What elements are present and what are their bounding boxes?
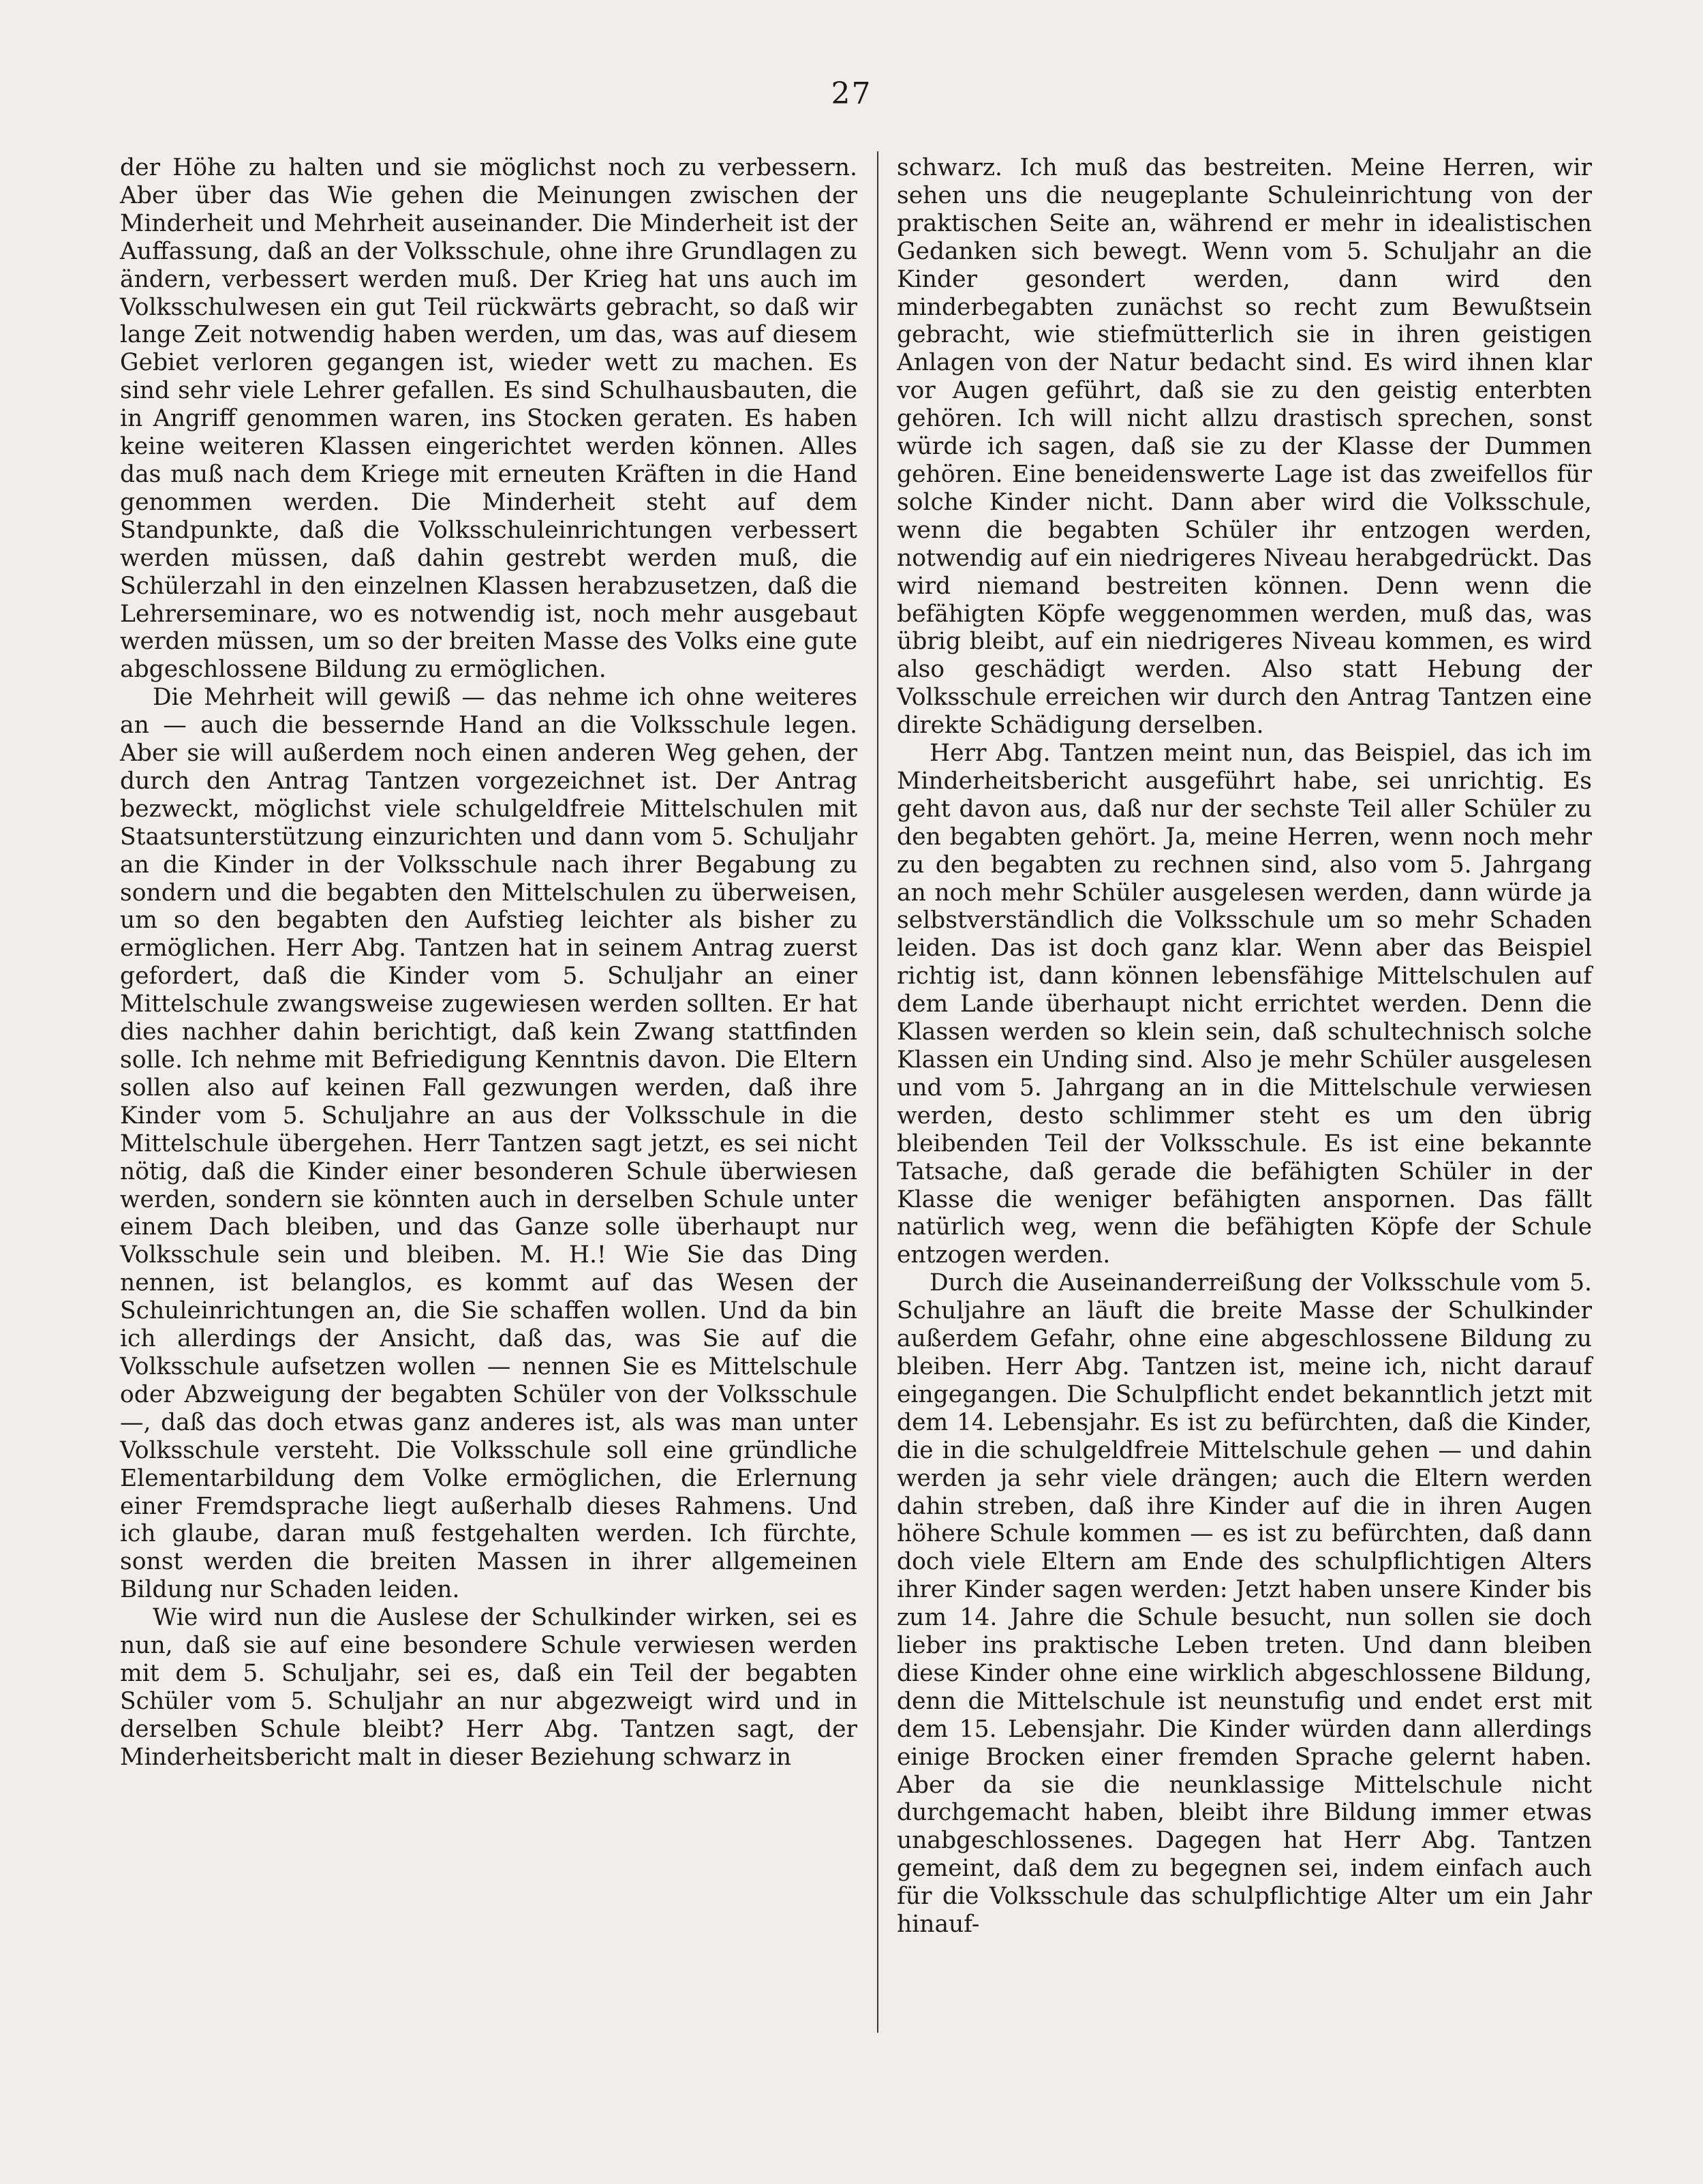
paragraph: Die Mehrheit will gewiß — das nehme ich ohne weiteres an — auch die bessernde Hand an die Volksschule legen. Aber sie will außerdem noch einen anderen Weg gehen, der durch den Antrag Tantzen vorgezeichnet ist. Der Antrag bezweckt, möglichst viele schulgeldfreie Mittelschulen mit Staatsunterstützung einzurichten und dann vom 5. Schuljahr an die Kinder in der Volksschule nach ihrer Begabung zu sondern und die begabten den Mittelschulen zu überweisen, um so den begabten den Aufstieg leichter als bisher zu ermöglichen. Herr Abg. Tantzen hat in seinem Antrag zuerst gefordert, daß die Kinder vom 5. Schuljahr an einer Mittelschule zwangsweise zugewiesen werden sollten. Er hat dies nachher dahin berichtigt, daß kein Zwang stattfinden solle. Ich nehme mit Befriedigung Kenntnis davon. Die Eltern sollen also auf keinen Fall gezwungen werden, daß ihre Kinder vom 5. Schuljahre an aus der Volksschule in die Mittelschule übergehen. Herr Tantzen sagt jetzt, es sei nicht nötig, daß die Kinder einer besonderen Schule überwiesen werden, sondern sie könnten auch in derselben Schule unter einem Dach bleiben, und das Ganze solle überhaupt nur Volksschule sein und bleiben. M. H.! Wie Sie das Ding nennen, ist belanglos, es kommt auf das Wesen der Schuleinrichtungen an, die Sie schaffen wollen. Und da bin ich allerdings der Ansicht, daß das, was Sie auf die Volksschule aufsetzen wollen — nennen Sie es Mittelschule oder Abzweigung der begabten Schüler von der Volksschule —, daß das doch etwas ganz anderes ist, als was man unter Volksschule versteht. Die Volksschule soll eine gründliche Elementarbildung dem Volke ermöglichen, die Erlernung einer Fremdsprache liegt außerhalb dieses Rahmens. Und ich glaube, daran muß festgehalten werden. Ich fürchte, sonst werden die breiten Massen in ihrer allgemeinen Bildung nur Schaden leiden.	[120, 684, 857, 1604]
paragraph: schwarz. Ich muß das bestreiten. Meine Herren, wir sehen uns die neugeplante Schuleinrichtung von der praktischen Seite an, während er mehr in idealistischen Gedanken sich bewegt. Wenn vom 5. Schuljahr an die Kinder gesondert werden, dann wird den minderbegabten zunächst so recht zum Bewußtsein gebracht, wie stiefmütterlich sie in ihren geistigen Anlagen von der Natur bedacht sind. Es wird ihnen klar vor Augen geführt, daß sie zu den geistig enterbten gehören. Ich will nicht allzu drastisch sprechen, sonst würde ich sagen, daß sie zu der Klasse der Dummen gehören. Eine beneidenswerte Lage ist das zweifellos für solche Kinder nicht. Dann aber wird die Volksschule, wenn die begabten Schüler ihr entzogen werden, notwendig auf ein niedrigeres Niveau herabgedrückt. Das wird niemand bestreiten können. Denn wenn die befähigten Köpfe weggenommen werden, muß das, was übrig bleibt, auf ein niedrigeres Niveau kommen, es wird also geschädigt werden. Also statt Hebung der Volksschule erreichen wir durch den Antrag Tantzen eine direkte Schädigung derselben.	[897, 154, 1592, 740]
column-divider	[877, 151, 878, 2033]
paragraph: der Höhe zu halten und sie möglichst noch zu verbessern. Aber über das Wie gehen die Meinungen zwischen der Minderheit und Mehrheit auseinander. Die Minderheit ist der Auffassung, daß an der Volksschule, ohne ihre Grundlagen zu ändern, verbessert werden muß. Der Krieg hat uns auch im Volksschulwesen ein gut Teil rückwärts gebracht, so daß wir lange Zeit notwendig haben werden, um das, was auf diesem Gebiet verloren gegangen ist, wieder wett zu machen. Es sind sehr viele Lehrer gefallen. Es sind Schulhausbauten, die in Angriff genommen waren, ins Stocken geraten. Es haben keine weiteren Klassen eingerichtet werden können. Alles das muß nach dem Kriege mit erneuten Kräften in die Hand genommen werden. Die Minderheit steht auf dem Standpunkte, daß die Volksschuleinrichtungen verbessert werden müssen, daß dahin gestrebt werden muß, die Schülerzahl in den einzelnen Klassen herabzusetzen, daß die Lehrerseminare, wo es notwendig ist, noch mehr ausgebaut werden müssen, um so der breiten Masse des Volks eine gute abgeschlossene Bildung zu ermöglichen.	[120, 154, 857, 684]
right-column	[897, 154, 1592, 1939]
paragraph: Wie wird nun die Auslese der Schulkinder wirken, sei es nun, daß sie auf eine besondere Schule verwiesen werden mit dem 5. Schuljahr, sei es, daß ein Teil der begabten Schüler vom 5. Schuljahr an nur abgezweigt wird und in derselben Schule bleibt? Herr Abg. Tantzen sagt, der Minderheitsbericht malt in dieser Beziehung schwarz in	[120, 1604, 857, 1771]
paragraph: Herr Abg. Tantzen meint nun, das Beispiel, das ich im Minderheitsbericht ausgeführt habe, sei unrichtig. Es geht davon aus, daß nur der sechste Teil aller Schüler zu den begabten gehört. Ja, meine Herren, wenn noch mehr zu den begabten zu rechnen sind, also vom 5. Jahrgang an noch mehr Schüler ausgelesen werden, dann würde ja selbstverständlich die Volksschule um so mehr Schaden leiden. Das ist doch ganz klar. Wenn aber das Beispiel richtig ist, dann können lebensfähige Mittelschulen auf dem Lande überhaupt nicht errichtet werden. Denn die Klassen werden so klein sein, daß schultechnisch solche Klassen ein Unding sind. Also je mehr Schüler ausgelesen und vom 5. Jahrgang an in die Mittelschule verwiesen werden, desto schlimmer steht es um den übrig bleibenden Teil der Volksschule. Es ist eine bekannte Tatsache, daß gerade die befähigten Schüler in der Klasse die weniger befähigten anspornen. Das fällt natürlich weg, wenn die befähigten Köpfe der Schule entzogen werden.	[897, 740, 1592, 1269]
page-number: 27	[831, 76, 872, 111]
paragraph: Durch die Auseinanderreißung der Volksschule vom 5. Schuljahre an läuft die breite Masse der Schulkinder außerdem Gefahr, ohne eine abgeschlossene Bildung zu bleiben. Herr Abg. Tantzen ist, meine ich, nicht darauf eingegangen. Die Schulpflicht endet bekanntlich jetzt mit dem 14. Lebensjahr. Es ist zu befürchten, daß die Kinder, die in die schulgeldfreie Mittelschule gehen — und dahin werden ja sehr viele drängen; auch die Eltern werden dahin streben, daß ihre Kinder auf die in ihren Augen höhere Schule kommen — es ist zu befürchten, daß dann doch viele Eltern am Ende des schulpflichtigen Alters ihrer Kinder sagen werden: Jetzt haben unsere Kinder bis zum 14. Jahre die Schule besucht, nun sollen sie doch lieber ins praktische Leben treten. Und dann bleiben diese Kinder ohne eine wirklich abgeschlossene Bildung, denn die Mittelschule ist neunstufig und endet erst mit dem 15. Lebensjahr. Die Kinder würden dann allerdings einige Brocken einer fremden Sprache gelernt haben. Aber da sie die neunklassige Mittelschule nicht durchgemacht haben, bleibt ihre Bildung immer etwas unabgeschlossenes. Dagegen hat Herr Abg. Tantzen gemeint, daß dem zu begegnen sei, indem einfach auch für die Volksschule das schulpflichtige Alter um ein Jahr hinauf-	[897, 1269, 1592, 1939]
left-column	[120, 154, 857, 1772]
